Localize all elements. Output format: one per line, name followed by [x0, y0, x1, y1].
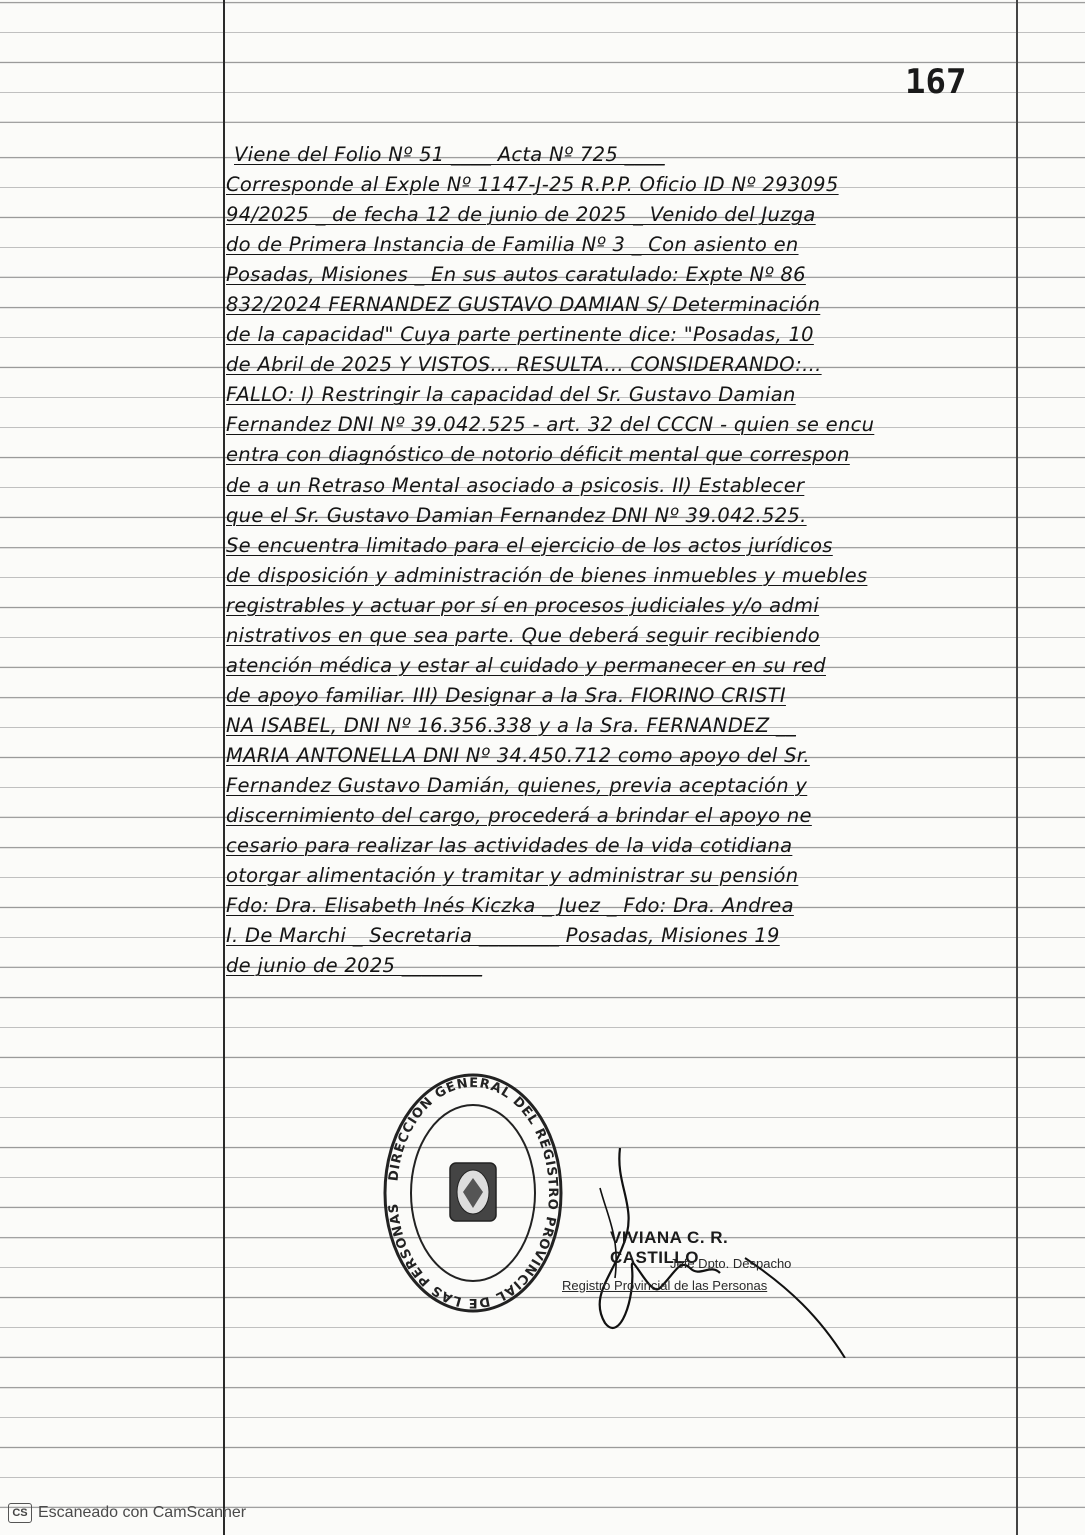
record-line: de disposición y administración de bienes inmuebles y muebles: [226, 563, 868, 587]
record-line: otorgar alimentación y tramitar y administrar su pensión: [226, 864, 799, 888]
folio-number: 167: [905, 62, 967, 102]
stamp-graphic: [378, 1068, 568, 1318]
record-line: que el Sr. Gustavo Damian Fernandez DNI Nº 39.042.525.: [226, 503, 807, 527]
record-line: 94/2025 _ de fecha 12 de junio de 2025 _ Venido del Juzga: [226, 203, 816, 227]
record-line: Se encuentra limitado para el ejercicio de los actos jurídicos: [226, 533, 833, 557]
record-line: NA ISABEL, DNI Nº 16.356.338 y a la Sra. FERNANDEZ __: [226, 713, 797, 737]
record-line: de la capacidad" Cuya parte pertinente dice: "Posadas, 10: [226, 323, 814, 347]
camscanner-logo-icon: CS: [8, 1503, 32, 1523]
record-line: de a un Retraso Mental asociado a psicosis. II) Establecer: [226, 473, 805, 497]
record-line: de apoyo familiar. III) Designar a la Sra. FIORINO CRISTI: [226, 683, 786, 707]
record-line: de junio de 2025 ________: [226, 954, 483, 978]
record-line: 832/2024 FERNANDEZ GUSTAVO DAMIAN S/ Determinación: [226, 293, 821, 317]
record-line: Viene del Folio Nº 51 ____ Acta Nº 725 ____: [234, 143, 665, 166]
record-line: I. De Marchi _ Secretaria ________ Posadas, Misiones 19: [226, 924, 780, 948]
record-line: Fernandez DNI Nº 39.042.525 - art. 32 del CCCN - quien se encu: [226, 413, 875, 437]
record-line: Posadas, Misiones _ En sus autos caratulado: Expte Nº 86: [226, 263, 806, 287]
signatory-office: Registro Provincial de las Personas: [562, 1278, 768, 1293]
record-line: Fernandez Gustavo Damián, quienes, previa aceptación y: [226, 773, 808, 797]
signatory-title: Jefe Dpto. Despacho: [670, 1256, 792, 1271]
record-line: cesario para realizar las actividades de la vida cotidiana: [226, 834, 793, 858]
record-line: entra con diagnóstico de notorio déficit mental que correspon: [226, 443, 850, 467]
signature-block: [560, 1148, 820, 1348]
record-line: MARIA ANTONELLA DNI Nº 34.450.712 como apoyo del Sr.: [226, 743, 810, 767]
handwritten-record: [206, 140, 1021, 981]
scanner-watermark-text: Escaneado con CamScanner: [38, 1504, 247, 1521]
record-line: nistrativos en que sea parte. Que deberá seguir recibiendo: [226, 623, 820, 647]
record-line: registrables y actuar por sí en procesos judiciales y/o admi: [226, 593, 820, 617]
record-line: discernimiento del cargo, procederá a brindar el apoyo ne: [226, 804, 812, 828]
record-line: do de Primera Instancia de Familia Nº 3 _ Con asiento en: [226, 233, 799, 257]
record-line: Corresponde al Exple Nº 1147-J-25 R.P.P. Oficio ID Nº 293095: [226, 173, 839, 197]
official-stamp: [378, 1068, 568, 1318]
record-line: FALLO: I) Restringir la capacidad del Sr. Gustavo Damian: [226, 383, 796, 407]
record-line: de Abril de 2025 Y VISTOS... RESULTA... CONSIDERANDO:...: [226, 353, 822, 377]
record-line: atención médica y estar al cuidado y permanecer en su red: [226, 653, 826, 677]
scanner-footer: [8, 1503, 246, 1523]
stamp-text: DIRECCION GENERAL DEL REGISTRO PROVINCIAL DE LAS PERSONAS: [386, 1075, 561, 1311]
record-line: Fdo: Dra. Elisabeth Inés Kiczka _ Juez _ Fdo: Dra. Andrea: [226, 894, 794, 918]
signatory-name: VIVIANA C. R. CASTILLO: [610, 1228, 729, 1267]
